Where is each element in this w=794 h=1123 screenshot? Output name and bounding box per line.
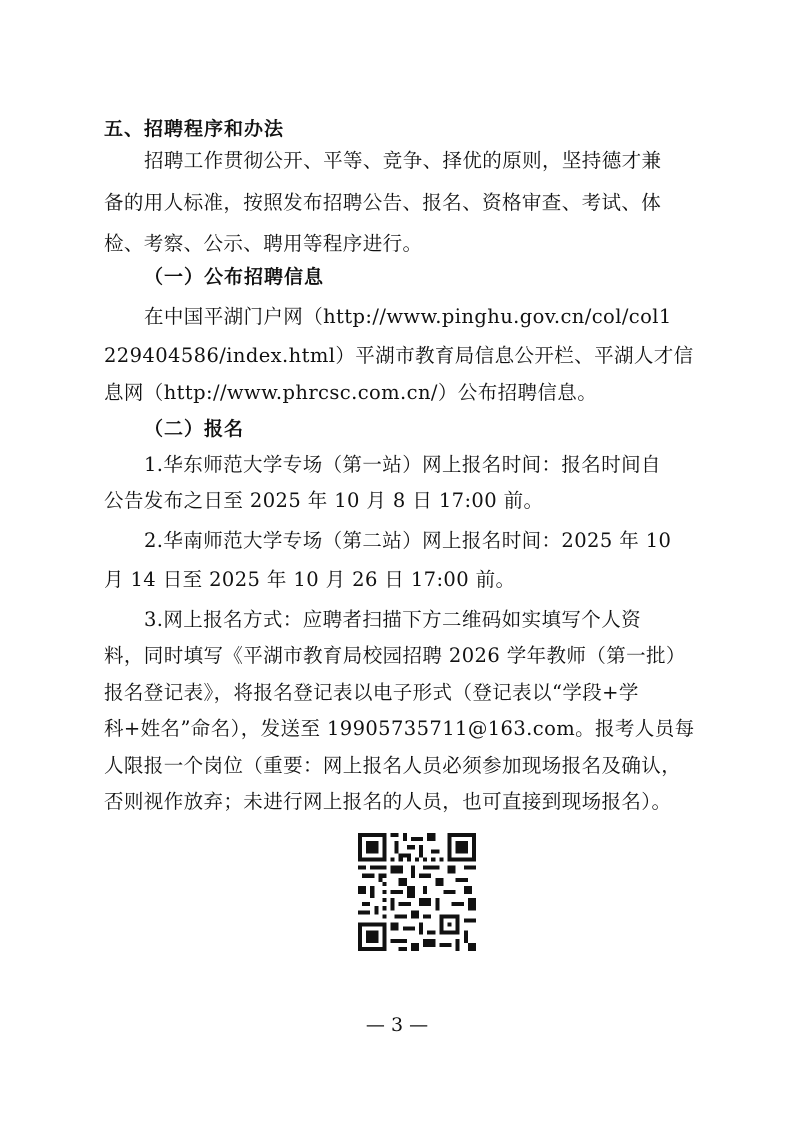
page-number: — 3 — <box>365 1014 429 1036</box>
item2-line-2: 月 14 日至 2025 年 10 月 26 日 17:00 前。 <box>104 568 516 591</box>
qr-code-icon <box>358 833 476 951</box>
sub2-heading: （二）报名 <box>144 418 245 440</box>
intro-line-1: 招聘工作贯彻公开、平等、竞争、择优的原则，坚持德才兼 <box>144 149 662 172</box>
item3-line-5: 人限报一个岗位（重要：网上报名人员必须参加现场报名及确认， <box>104 754 682 777</box>
item1-line-2: 公告发布之日至 2025 年 10 月 8 日 17:00 前。 <box>104 489 544 512</box>
intro-line-2: 备的用人标准，按照发布招聘公告、报名、资格审查、考试、体 <box>104 191 662 214</box>
sub1-line-1: 在中国平湖门户网（http://www.pinghu.gov.cn/col/col1 <box>144 305 672 328</box>
item2-line-1: 2.华南师范大学专场（第二站）网上报名时间：2025 年 10 <box>144 529 672 552</box>
intro-line-3: 检、考察、公示、聘用等程序进行。 <box>104 232 423 255</box>
sub1-line-2: 229404586/index.html）平湖市教育局信息公开栏、平湖人才信 <box>104 344 694 367</box>
item3-line-4: 科+姓名”命名），发送至 19905735711@163.com。报考人员每 <box>104 717 695 740</box>
item3-line-1: 3.网上报名方式：应聘者扫描下方二维码如实填写个人资 <box>144 608 642 631</box>
item1-line-1: 1.华东师范大学专场（第一站）网上报名时间：报名时间自 <box>144 453 661 476</box>
sub1-heading: （一）公布招聘信息 <box>144 266 325 288</box>
sub1-line-3: 息网（http://www.phrcsc.com.cn/）公布招聘信息。 <box>104 381 598 404</box>
item3-line-2: 料，同时填写《平湖市教育局校园招聘 2026 学年教师（第一批） <box>104 644 686 667</box>
section-heading: 五、招聘程序和办法 <box>104 118 285 140</box>
item3-line-6: 否则视作放弃；未进行网上报名的人员，也可直接到现场报名）。 <box>104 790 672 813</box>
item3-line-3: 报名登记表》，将报名登记表以电子形式（登记表以“学段+学 <box>104 681 639 704</box>
